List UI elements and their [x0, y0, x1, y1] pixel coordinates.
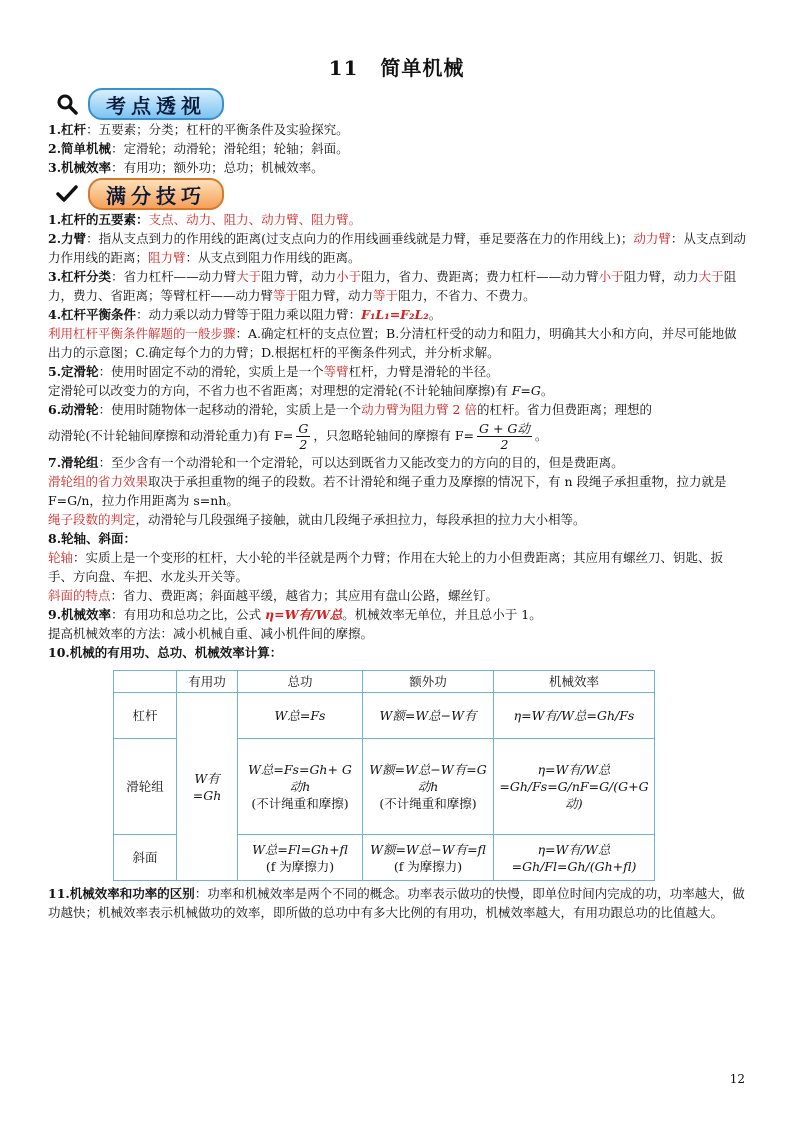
total-work-cell: W总=Fl=Gh+fl (f 为摩擦力): [238, 835, 363, 881]
formula-table: [113, 670, 655, 881]
tip-7c: 绳子段数的判定，动滑轮与几段强绳子接触，就由几段绳子承担拉力，每段承担的拉力大小相等。: [48, 512, 586, 527]
total-work-cell: W总=Fs: [238, 693, 363, 739]
page-title: [0, 52, 793, 81]
tip-9b: 提高机械效率的方法：减小机械自重、减小机件间的摩擦。: [48, 626, 374, 641]
efficiency-cell: η=W有/W总=Gh/Fs: [494, 693, 655, 739]
tip-1: 1.杠杆的五要素：支点、动力、阻力、动力臂、阻力臂。: [48, 212, 362, 227]
tip-5: 5.定滑轮：使用时固定不动的滑轮，实质上是一个等臂杠杆，力臂是滑轮的半径。: [48, 364, 499, 379]
tip-2: 2.力臂：指从支点到力的作用线的距离(过支点向力的作用线画垂线就是力臂，垂足要落在力的作用线上)；动力臂：从支点到动力作用线的距离；阻力臂：从支点到阻力作用线的距离。: [48, 231, 746, 265]
table-header: 机械效率: [494, 671, 655, 693]
tip-4b: 利用杠杆平衡条件解题的一般步骤：A.确定杠杆的支点位置；B.分清杠杆受的动力和阻力，明确其大小和方向，并尽可能地做出力的示意图；C.确定每个力的力臂；D.根据杠杆的平衡条件列式，并分析求解。: [48, 326, 737, 360]
total-work-cell: W总=Fs=Gh+ G动h (不计绳重和摩擦): [238, 739, 363, 835]
overview-item: 1.杠杆：五要素；分类；杠杆的平衡条件及实验探究。: [48, 122, 349, 137]
tip-6b: 动滑轮(不计轮轴间摩擦和动滑轮重力)有 F= $\frac{G}{2}$ ，只忽略轮轴间的摩擦有 F= $\frac{\text{G + G动}}{2}$ 。: [48, 421, 548, 452]
tip-3: 3.杠杆分类：省力杠杆——动力臂大于阻力臂，动力小于阻力，省力、费距离；费力杠杆——动力臂小于阻力臂，动力大于阻力，费力、省距离；等臂杠杆——动力臂等于阻力臂，动力等于阻力，不省力、不费力。: [48, 269, 737, 303]
table-header: 有用功: [177, 671, 238, 693]
section-header-tips: [52, 178, 224, 210]
tip-5b: 定滑轮可以改变力的方向，不省力也不省距离；对理想的定滑轮(不计轮轴间摩擦)有 F=G。: [48, 383, 554, 398]
table-header: 额外功: [363, 671, 494, 693]
row-name: 斜面: [114, 835, 177, 881]
row-name: 滑轮组: [114, 739, 177, 835]
fraction: $\frac{\text{G + G动}}{2}$: [479, 421, 530, 452]
table-header: 总功: [238, 671, 363, 693]
chapter-number: 11: [328, 56, 359, 80]
extra-work-cell: W额=W总−W有=G动h (不计绳重和摩擦): [363, 739, 494, 835]
efficiency-cell: η=W有/W总=Gh/Fl=Gh/(Gh+fl): [494, 835, 655, 881]
section-header-overview: [52, 88, 224, 120]
table-row: [114, 693, 655, 739]
tip-7b: 滑轮组的省力效果取决于承担重物的绳子的段数。若不计滑轮和绳子重力及摩擦的情况下，有 n 段绳子承担重物，拉力就是 F=G/n，拉力作用距离为 s=nh。: [48, 474, 727, 508]
efficiency-cell: η=W有/W总=Gh/Fs=G/nF=G/(G+G动): [494, 739, 655, 835]
tip-7: 7.滑轮组：至少含有一个动滑轮和一个定滑轮，可以达到既省力又能改变力的方向的目的，但是费距离。: [48, 455, 624, 470]
overview-item: 3.机械效率：有用功；额外功；总功；机械效率。: [48, 160, 324, 175]
tip-9: 9.机械效率：有用功和总功之比，公式 η=W有/W总。机械效率无单位，并且总小于 1。: [48, 607, 542, 622]
tip-6: 6.动滑轮：使用时随物体一起移动的滑轮，实质上是一个动力臂为阻力臂 2 倍的杠杆。省力但费距离；理想的: [48, 402, 652, 417]
table-header: [114, 671, 177, 693]
extra-work-cell: W额=W总−W有=fl (f 为摩擦力): [363, 835, 494, 881]
tip-11-block: [48, 884, 748, 922]
checkmark-icon: [52, 181, 82, 207]
tip-8a: 轮轴：实质上是一个变形的杠杆，大小轮的半径就是两个力臂；作用在大轮上的力小但费距离；其应用有螺丝刀、钥匙、扳手、方向盘、车把、水龙头开关等。: [48, 550, 724, 584]
tips-body: [48, 210, 748, 662]
tip-4: 4.杠杆平衡条件：动力乘以动力臂等于阻力乘以阻力臂：F₁L₁=F₂L₂。: [48, 307, 442, 322]
table-header-row: [114, 671, 655, 693]
extra-work-cell: W额=W总−W有: [363, 693, 494, 739]
search-icon: [52, 91, 82, 117]
tip-11: 11.机械效率和功率的区别：功率和机械效率是两个不同的概念。功率表示做功的快慢，即单位时间内完成的功，功率越大，做功越快；机械效率表示机械做功的效率，即所做的总功中有多大比例的有用功，机械效率越大，有用功跟总功的比值越大。: [48, 886, 745, 920]
useful-work-cell: W有=Gh: [177, 693, 238, 881]
fraction: $\frac{G}{2}$: [298, 421, 309, 452]
overview-item: 2.简单机械：定滑轮；动滑轮；滑轮组；轮轴；斜面。: [48, 141, 349, 156]
tip-8: 8.轮轴、斜面：: [48, 531, 137, 546]
row-name: 杠杆: [114, 693, 177, 739]
tip-10: 10.机械的有用功、总功、机械效率计算：: [48, 645, 283, 660]
tip-8b: 斜面的特点：省力、费距离；斜面越平缓，越省力；其应用有盘山公路，螺丝钉。: [48, 588, 499, 603]
section-label-tips: 满分技巧: [88, 178, 224, 210]
section-label-overview: 考点透视: [88, 88, 224, 120]
page-number: 12: [729, 1072, 745, 1086]
overview-list: [48, 120, 748, 177]
chapter-title: 简单机械: [380, 56, 465, 80]
